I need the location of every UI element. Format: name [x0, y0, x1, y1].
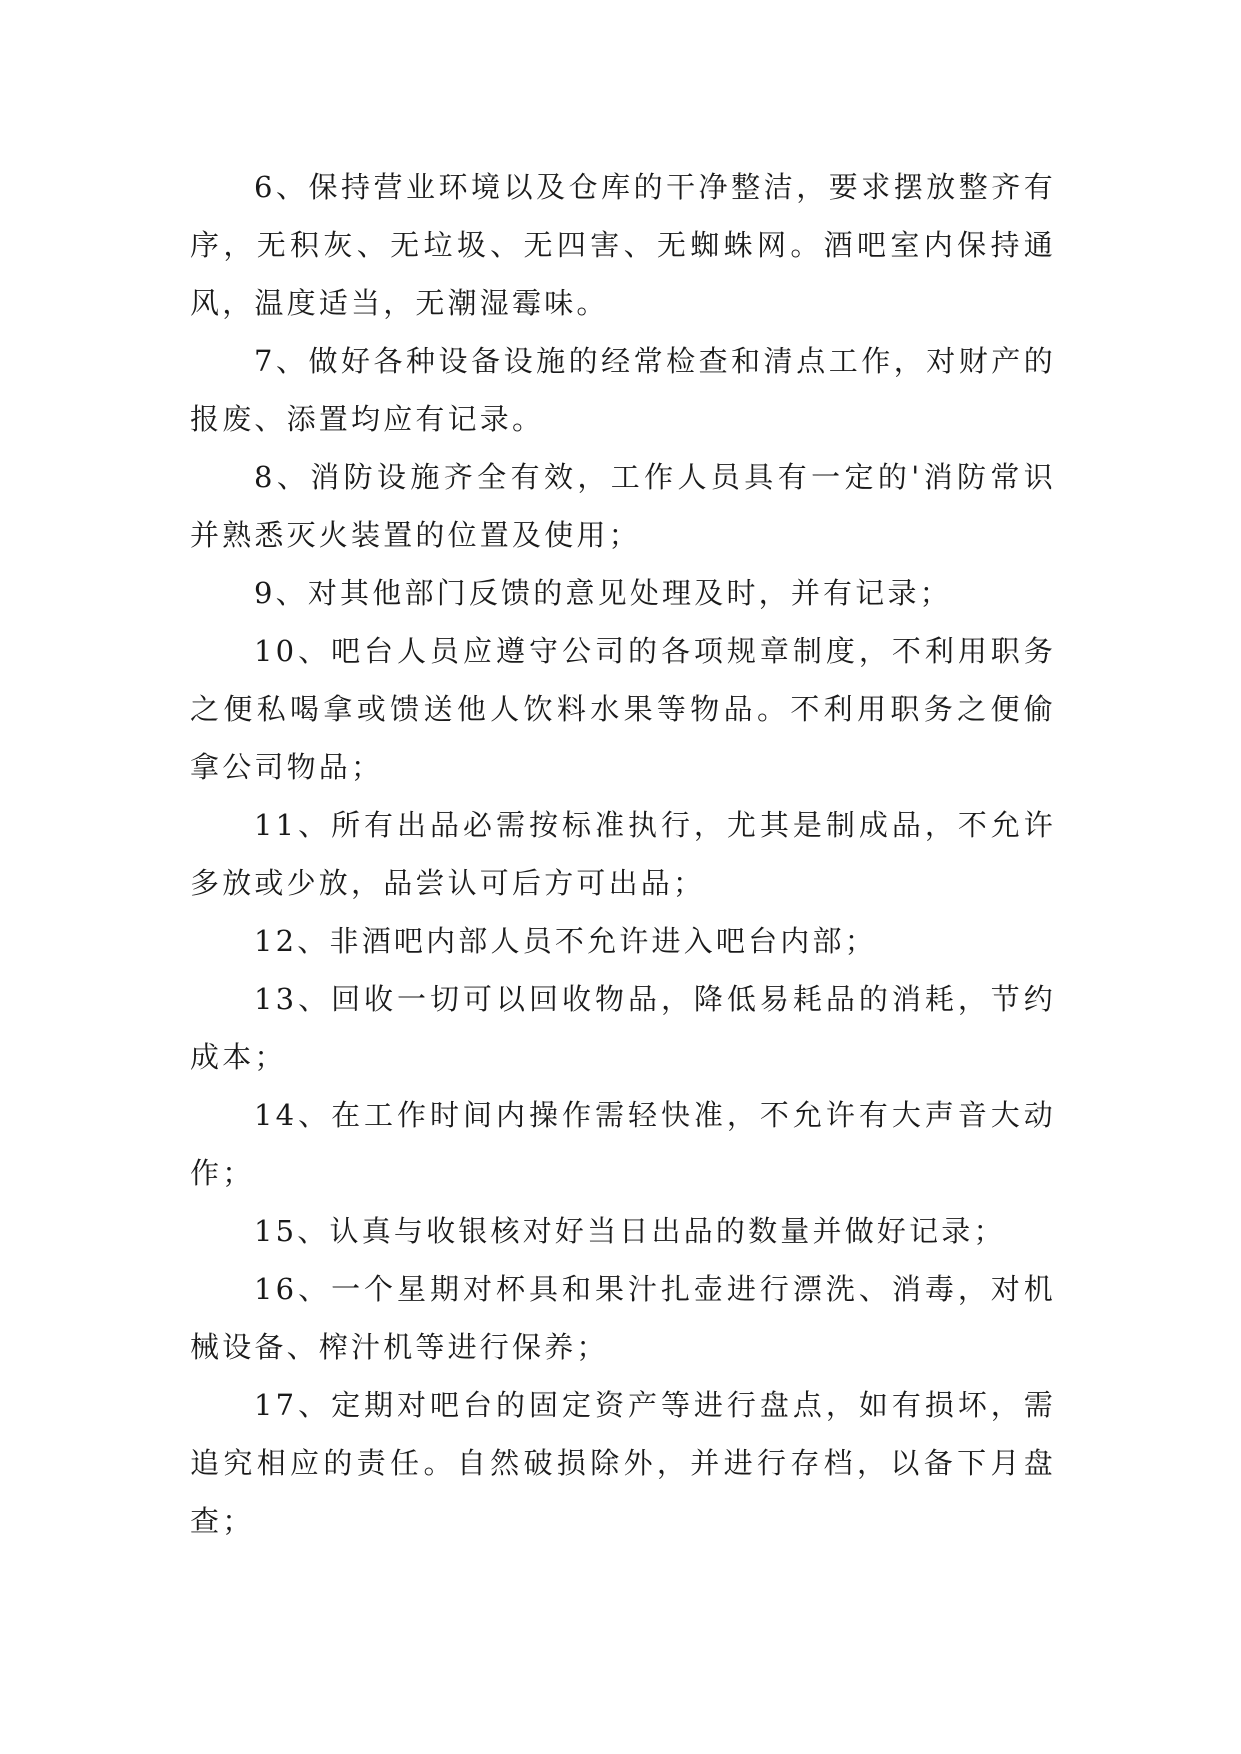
- paragraph-rule-15: 15、认真与收银核对好当日出品的数量并做好记录；: [254, 1214, 1006, 1248]
- paragraph-rule-8: 8、消防设施齐全有效，工作人员具有一定的'消防常识并熟悉灭火装置的位置及使用；: [190, 460, 1056, 552]
- paragraph-rule-6: 6、保持营业环境以及仓库的干净整洁，要求摆放整齐有序，无积灰、无垃圾、无四害、无蜘蛛网。酒吧室内保持通风，温度适当，无潮湿霉味。: [190, 170, 1056, 320]
- paragraph-rule-16: 16、一个星期对杯具和果汁扎壶进行漂洗、消毒，对机械设备、榨汁机等进行保养；: [190, 1272, 1056, 1364]
- document-page: [190, 158, 1056, 1550]
- paragraph-rule-14: 14、在工作时间内操作需轻快准，不允许有大声音大动作；: [190, 1098, 1056, 1190]
- paragraph-rule-7: 7、做好各种设备设施的经常检查和清点工作，对财产的报废、添置均应有记录。: [190, 344, 1056, 436]
- paragraph-rule-12: 12、非酒吧内部人员不允许进入吧台内部；: [254, 924, 877, 958]
- paragraph-rule-10: 10、吧台人员应遵守公司的各项规章制度，不利用职务之便私喝拿或馈送他人饮料水果等物品。不利用职务之便偷拿公司物品；: [190, 634, 1056, 784]
- paragraph-rule-11: 11、所有出品必需按标准执行，尤其是制成品，不允许多放或少放，品尝认可后方可出品；: [190, 808, 1056, 900]
- paragraph-rule-13: 13、回收一切可以回收物品，降低易耗品的消耗，节约成本；: [190, 982, 1056, 1074]
- paragraph-rule-9: 9、对其他部门反馈的意见处理及时，并有记录；: [254, 576, 952, 610]
- paragraph-rule-17: 17、定期对吧台的固定资产等进行盘点，如有损坏，需追究相应的责任。自然破损除外，并进行存档，以备下月盘查；: [190, 1388, 1056, 1538]
